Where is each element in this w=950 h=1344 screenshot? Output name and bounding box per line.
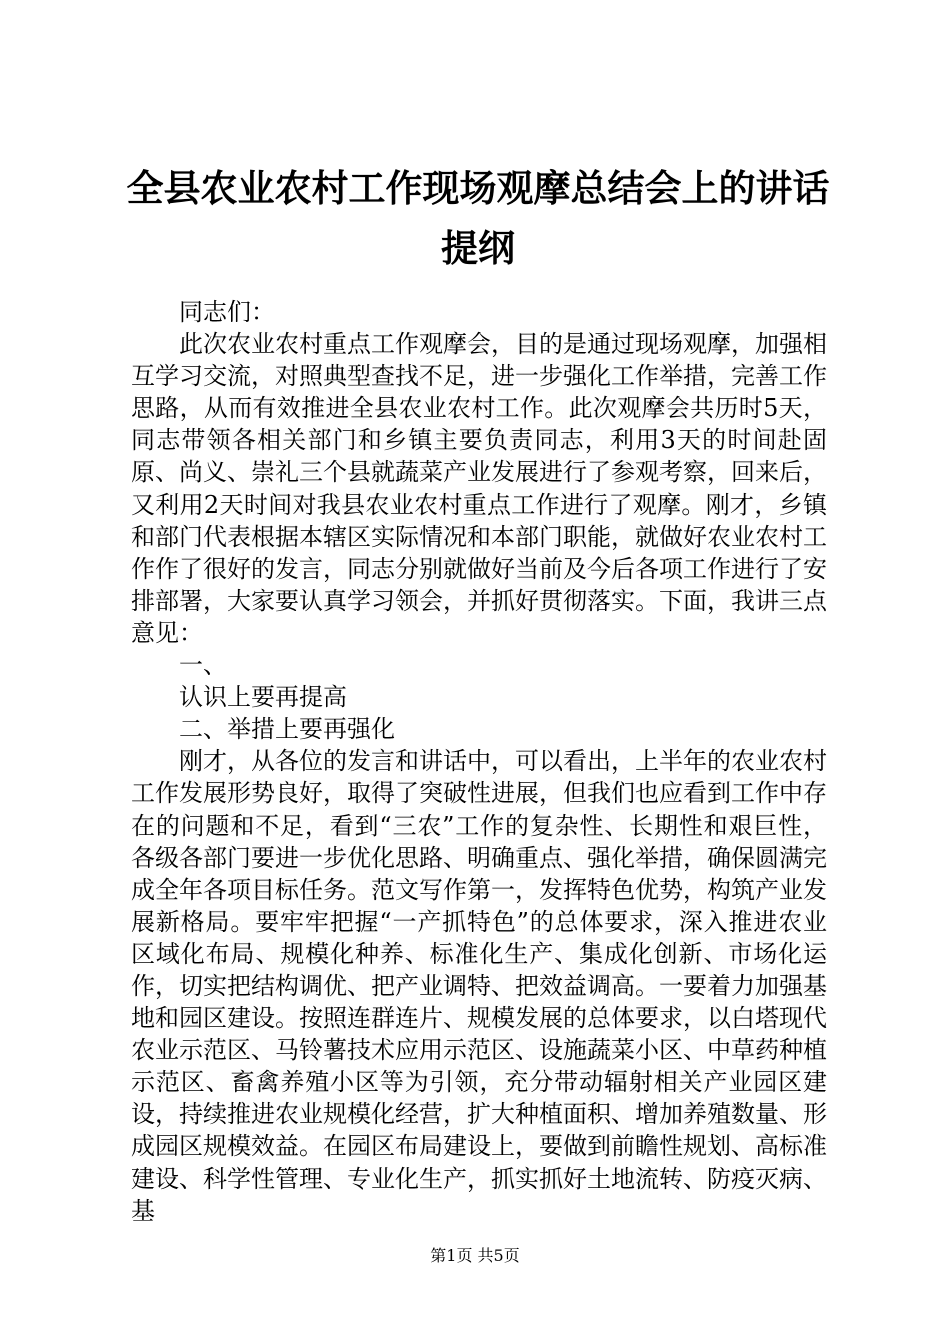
salutation: 同志们：	[179, 298, 275, 326]
section-heading: 认识上要再提高	[179, 683, 347, 712]
section-number: 一、	[179, 651, 227, 680]
section-heading: 二、举措上要再强化	[179, 715, 395, 744]
document-body	[131, 296, 827, 1227]
document-title: 全县农业农村工作现场观摩总结会上的讲话提纲	[126, 166, 830, 270]
body-paragraph: 此次农业农村重点工作观摩会，目的是通过现场观摩，加强相互学习交流，对照典型查找不足，进一步强化工作举措，完善工作思路，从而有效推进全县农业农村工作。此次观摩会共历时5天，同志带领各相关部门和乡镇主要负责同志，利用3天的时间赴固原、尚义、崇礼三个县就蔬菜产业发展进行了参观考察，回来后，又利用2天时间对我县农业农村重点工作进行了观摩。刚才，乡镇和部门代表根据本辖区实际情况和本部门职能，就做好农业农村工作作了很好的发言，同志分别就做好当前及今后各项工作进行了安排部署，大家要认真学习领会，并抓好贯彻落实。下面，我讲三点意见：	[131, 330, 827, 647]
page-footer: 第1页 共5页	[430, 1246, 520, 1265]
body-paragraph: 刚才，从各位的发言和讲话中，可以看出，上半年的农业农村工作发展形势良好，取得了突破性进展，但我们也应看到工作中存在的问题和不足，看到“三农”工作的复杂性、长期性和艰巨性，各级各部门要进一步优化思路、明确重点、强化举措，确保圆满完成全年各项目标任务。范文写作第一，发挥特色优势，构筑产业发展新格局。要牢牢把握“一产抓特色”的总体要求，深入推进农业区域化布局、规模化种养、标准化生产、集成化创新、市场化运作，切实把结构调优、把产业调特、把效益调高。一要着力加强基地和园区建设。按照连群连片、规模发展的总体要求，以白塔现代农业示范区、马铃薯技术应用示范区、设施蔬菜小区、中草药种植示范区、畜禽养殖小区等为引领，充分带动辐射相关产业园区建设，持续推进农业规模化经营，扩大种植面积、增加养殖数量、形成园区规模效益。在园区布局建设上，要做到前瞻性规划、高标准建设、科学性管理、专业化生产，抓实抓好土地流转、防疫灭病、基	[131, 747, 827, 1225]
